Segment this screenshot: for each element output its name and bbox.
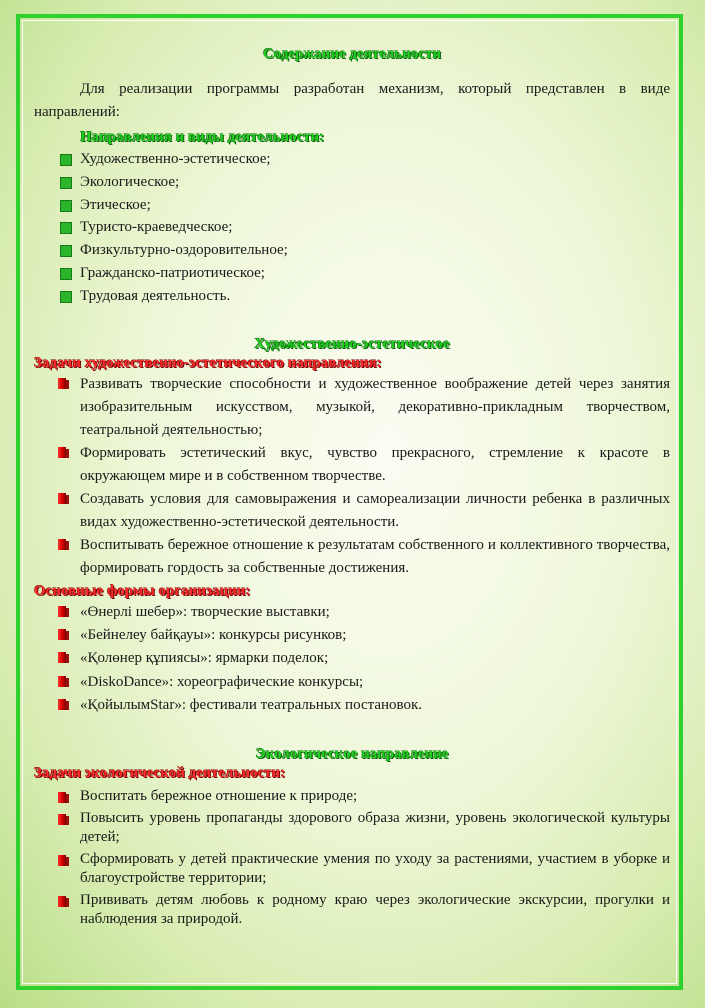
section-title-ecology: Экологическое направление [255, 745, 449, 762]
green-square-bullet-icon [60, 268, 72, 280]
list-item: «Өнерлі шебер»: творческие выставки; [34, 601, 670, 624]
red-bullet-icon [58, 652, 66, 663]
red-bullet-icon [58, 539, 66, 550]
green-square-bullet-icon [60, 177, 72, 189]
red-bullet-icon [58, 606, 66, 617]
list-item: Воспитывать бережное отношение к результатам собственного и коллективного творчества, формировать гордость за собственные достижения. [34, 534, 670, 580]
section-title-activity: Содержание деятельности [262, 46, 442, 62]
red-bullet-icon [58, 792, 66, 803]
intro-paragraph: Для реализации программы разработан механизм, который представлен в виде направлений: [34, 81, 670, 120]
list-item: Этическое; [34, 194, 670, 217]
red-bullet-icon [58, 814, 66, 825]
document-content [34, 44, 670, 932]
list-item: Воспитать бережное отношение к природе; [34, 787, 670, 806]
list-item: Развивать творческие способности и художественное воображение детей через занятия изобразительным искусством, музыкой, декоративно-прикладным творчеством, театральной деятельностью; [34, 373, 670, 442]
red-bullet-icon [58, 378, 66, 389]
list-item: Туристо-краеведческое; [34, 216, 670, 239]
list-item: Прививать детям любовь к родному краю через экологические экскурсии, прогулки и наблюдения за природой. [34, 891, 670, 928]
directions-list [34, 148, 670, 308]
list-item: Гражданско-патриотическое; [34, 262, 670, 285]
green-square-bullet-icon [60, 222, 72, 234]
forms-title: Основные формы организации: [34, 582, 251, 599]
list-item: Сформировать у детей практические умения по уходу за растениями, участием в уборке и благоустройстве территории; [34, 850, 670, 887]
forms-list [34, 601, 670, 718]
red-bullet-icon [58, 676, 66, 687]
ecology-tasks-title: Задачи экологической деятельности: [34, 764, 286, 781]
art-tasks-list [34, 373, 670, 580]
list-item: Трудовая деятельность. [34, 285, 670, 308]
green-square-bullet-icon [60, 245, 72, 257]
red-bullet-icon [58, 896, 66, 907]
list-item: Создавать условия для самовыражения и самореализации личности ребенка в различных видах художественно-эстетической деятельности. [34, 488, 670, 534]
section-title-art: Художественно-эстетическое [254, 335, 450, 352]
ecology-tasks-list [34, 787, 670, 929]
red-bullet-icon [58, 855, 66, 866]
list-item: Экологическое; [34, 171, 670, 194]
red-bullet-icon [58, 629, 66, 640]
list-item: «Қолөнер құпиясы»: ярмарки поделок; [34, 647, 670, 670]
green-square-bullet-icon [60, 200, 72, 212]
green-square-bullet-icon [60, 154, 72, 166]
list-item: Художественно-эстетическое; [34, 148, 670, 171]
list-item: «ҚойылымStar»: фестивали театральных постановок. [34, 694, 670, 717]
red-bullet-icon [58, 447, 66, 458]
green-square-bullet-icon [60, 291, 72, 303]
red-bullet-icon [58, 493, 66, 504]
list-item: Физкультурно-оздоровительное; [34, 239, 670, 262]
red-bullet-icon [58, 699, 66, 710]
list-item: «DiskoDance»: хореографические конкурсы; [34, 671, 670, 694]
directions-subtitle: Направления и виды деятельности: [80, 129, 325, 145]
list-item: Повысить уровень пропаганды здорового образа жизни, уровень экологической культуры детей; [34, 809, 670, 846]
list-item: Формировать эстетический вкус, чувство прекрасного, стремление к красоте в окружающем мире и в собственном творчестве. [34, 442, 670, 488]
art-tasks-title: Задачи художественно-эстетического направления: [34, 354, 382, 371]
list-item: «Бейнелеу байқауы»: конкурсы рисунков; [34, 624, 670, 647]
